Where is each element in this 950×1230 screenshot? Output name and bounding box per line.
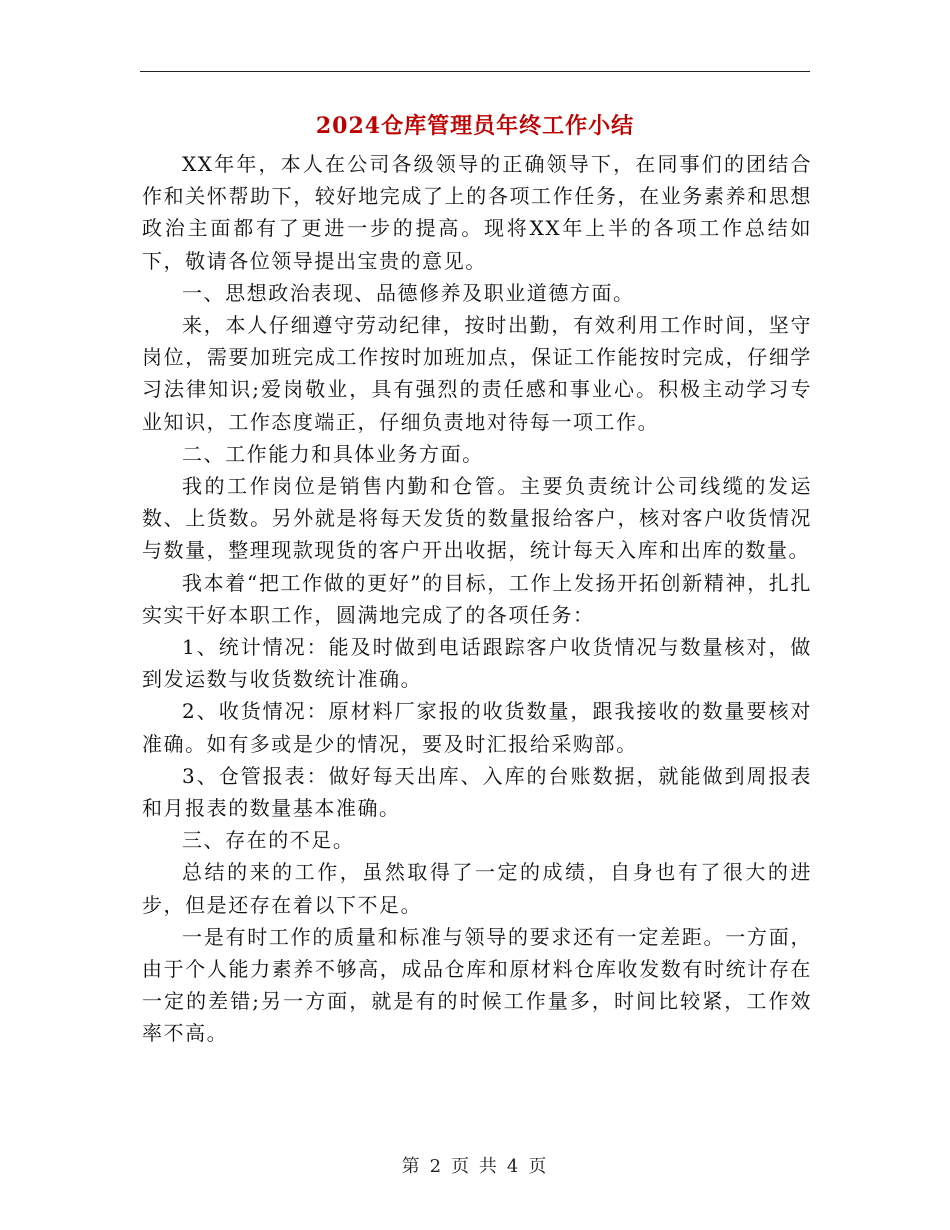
paragraph: 我的工作岗位是销售内勤和仓管。主要负责统计公司线缆的发运数、上货数。另外就是将每天发货的数量报给客户，核对客户收货情况与数量，整理现款现货的客户开出收据，统计每天入库和出库的数量。 <box>142 474 812 563</box>
page-footer <box>0 1152 950 1178</box>
paragraph-intro: XX年年，本人在公司各级领导的正确领导下，在同事们的团结合作和关怀帮助下，较好地完成了上的各项工作任务，在业务素养和思想政治主面都有了更进一步的提高。现将XX年上半的各项工作总结如下，敬请各位领导提出宝贵的意见。 <box>142 152 812 273</box>
footer-middle: 页 共 <box>451 1156 499 1177</box>
current-page-number: 2 <box>429 1156 444 1177</box>
header-divider <box>140 71 810 72</box>
paragraph: 总结的来的工作，虽然取得了一定的成绩，自身也有了很大的进步，但是还存在着以下不足。 <box>142 860 812 917</box>
list-item: 1、统计情况：能及时做到电话跟踪客户收货情况与数量核对，做到发运数与收货数统计准确。 <box>142 635 812 692</box>
footer-suffix: 页 <box>528 1156 549 1177</box>
document-body <box>142 148 812 1050</box>
document-title: 2024仓库管理员年终工作小结 <box>315 113 635 139</box>
section-heading-3: 三、存在的不足。 <box>182 828 355 853</box>
paragraph: 我本着“把工作做的更好”的目标，工作上发扬开拓创新精神，扎扎实实干好本职工作，圆满地完成了的各项任务： <box>142 570 812 627</box>
section-heading-2: 二、工作能力和具体业务方面。 <box>182 441 484 466</box>
total-page-count: 4 <box>506 1156 521 1177</box>
section-heading-1: 一、思想政治表现、品德修养及职业道德方面。 <box>182 280 635 305</box>
paragraph: 一是有时工作的质量和标准与领导的要求还有一定差距。一方面，由于个人能力素养不够高，成品仓库和原材料仓库收发数有时统计存在一定的差错;另一方面，就是有的时候工作量多，时间比较紧，工作效率不高。 <box>142 924 812 1046</box>
footer-prefix: 第 <box>401 1156 422 1177</box>
paragraph: 来，本人仔细遵守劳动纪律，按时出勤，有效利用工作时间，坚守岗位，需要加班完成工作按时加班加点，保证工作能按时完成，仔细学习法律知识;爱岗敬业，具有强烈的责任感和事业心。积极主动学习专业知识，工作态度端正，仔细负责地对待每一项工作。 <box>142 313 812 434</box>
list-item: 2、收货情况：原材料厂家报的收货数量，跟我接收的数量要核对准确。如有多或是少的情况，要及时汇报给采购部。 <box>142 699 812 756</box>
list-item: 3、仓管报表：做好每天出库、入库的台账数据，就能做到周报表和月报表的数量基本准确。 <box>142 763 812 821</box>
